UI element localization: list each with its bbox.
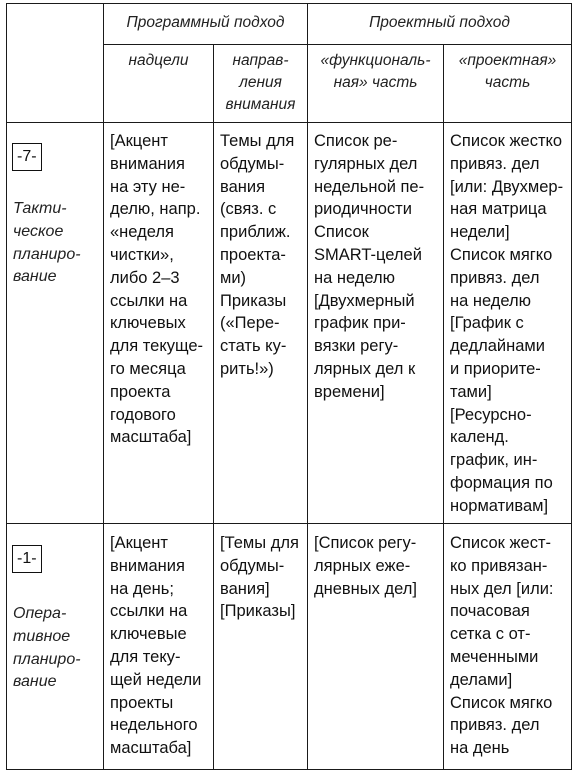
row-number-operational: -1- (12, 545, 42, 573)
row-label-operational: Опера- тивное планиро- вание (13, 605, 81, 691)
row-number-tactical: -7- (12, 143, 42, 171)
row-divider (6, 523, 572, 524)
cell-tactical-goals: [Акцент внимания на эту не- делю, напр. «неделя чистки», либо 2–3 ссылки на ключевых для текуще- го месяца проекта годового масштаба] (110, 132, 204, 447)
table-border-right (571, 3, 572, 770)
cell-tactical-project: Список жестко привяз. дел [или: Двухмер- ная матрица недели] Список мягко привяз. дел на неделю [График с дедлайнами и приорите- тами] [Ресурсно- календ. график, ин- формация по нормативам] (450, 132, 564, 515)
cell-operational-functional: [Список регу- лярных еже- дневных дел] (314, 534, 417, 598)
cell-tactical-functional: Список ре- гулярных дел недельной пе- риодичности Список SMART-целей на неделю [Двухмерный график при- вязки регу- лярных дел к времени] (314, 132, 425, 401)
header-attention: направ- ления внимания (225, 52, 296, 113)
table-border-top (6, 3, 572, 4)
header-bottom-line (6, 122, 572, 123)
table-border-left (6, 3, 7, 770)
header-program-approach: Программный подход (126, 14, 285, 31)
header-goals: надцели (128, 52, 189, 69)
header-functional: «функциональ- ная» часть (320, 52, 431, 91)
header-divider (103, 44, 572, 45)
cell-operational-project: Список жест- ко привязан- ных дел [или: почасовая сетка с от- меченными делами] Список мягко привяз. дел на день (450, 534, 554, 758)
header-project-part: «проектная» часть (458, 52, 557, 91)
cell-tactical-attention: Темы для обдумы- вания (связ. с приближ. проекта- ми) Приказы («Пере- стать ку- рить!») (220, 132, 295, 378)
row-label-tactical: Такти- ческое планиро- вание (13, 200, 81, 286)
cell-operational-attention: [Темы для обдумы- вания] [Приказы] (220, 534, 299, 621)
table-border-bottom (6, 769, 572, 770)
cell-operational-goals: [Акцент внимания на день; ссылки на ключевые для теку- щей недели проекты недельного масштаба] (110, 534, 202, 758)
header-project-approach: Проектный подход (369, 14, 510, 31)
